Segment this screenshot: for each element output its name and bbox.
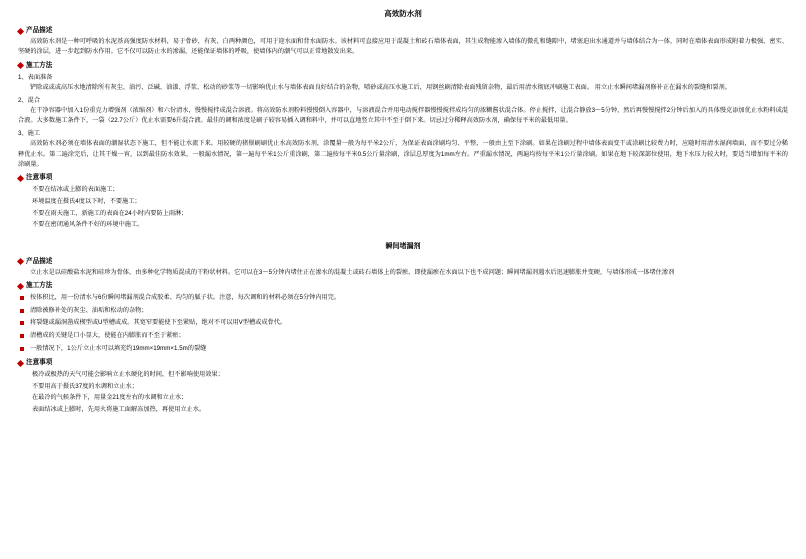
diamond-bullet-icon xyxy=(17,258,24,265)
section-heading-label: 产品描述 xyxy=(26,27,53,34)
paragraph: 立止水是以硅酸盐水泥和硅珍为骨体，由多种化学物质混成的干粉状材料。它可以在3～5分钟内堵住正在渗水的混凝土或砖石墙体上的裂瘀，即使漏瘀在水面以下也不成问题；瞬间堵漏剂遇水后迅速膨胀并变硬，与墙体形成一体堵住渗剂 xyxy=(30,268,675,276)
list-item: 不要在雨天施工，新施工的表面在24小时内要防上雨淋； xyxy=(32,209,188,217)
section-heading xyxy=(18,173,788,183)
square-bullet-icon xyxy=(20,347,24,351)
square-bullet-icon xyxy=(20,334,24,338)
notes-list xyxy=(18,369,788,415)
list-item xyxy=(18,317,788,330)
square-bullet-icon xyxy=(20,296,24,300)
section-heading-label: 注意事项 xyxy=(26,359,53,367)
list-item-label: 将裂缝或漏洞凿成楔型或U型槽或成。其宽窄要能使下至紧贴，绝对不可以用V型槽或成骨代。 xyxy=(30,319,287,327)
diamond-bullet-icon xyxy=(17,27,24,34)
list-item: 不要在结冰或上膨的表面施工； xyxy=(32,186,119,194)
list-item-label: 2、混合 xyxy=(18,96,41,104)
diamond-bullet-icon xyxy=(17,175,24,182)
section-product-description-2 xyxy=(18,257,788,278)
list-item: 表面结冰或上膨时，先用火将施工面解冻加热，再使用立止水。 xyxy=(32,406,206,413)
paragraph: 高效防水剂是一种可呼吸的水泥基高强度防水材料，易于骨砂，有灰、白两种颜色，可用于迎水面和背水面防水。该材料可直接应用于混凝土和砖石墙体表面，其生成物能渗入墙体的微孔和缝隙中，堵塞迫出水通道并与墙体结合为一体，同时在墙体表面形成附着力极强、密实、坚硬的涂层，进一步起到防水作用。它不仅可以防止水的渗漏，还能保证墙体的呼吸，使墙体内的潮气可以正常地散发出来。 xyxy=(18,38,788,56)
list-item-label: 一般情况下，1公斤立止水可以填充约19mm×19mm×1.5m的裂缝 xyxy=(30,344,207,352)
paragraph: 高效防水剂必须在墙体表面的潮湿状态下施工，但不能让水流下来。用较硬的猪鬃刷刷优止水高效防水剂，涂覆量一般为每平米2公斤，为保证表面涂刷均匀、平整，一般由上至下涂刷。如果在涂刷过程中墙体表面变干或涂刷比较费力时，应随时用清水湿润墙面，而不要过分稀释优止水。第二遍涂完后，让其干燥一宵，以到最佳防水效果，一般漏水情况，第一遍每平米1公斤重涂刷，第二遍按每平米0.5公斤量涂刷，涂层总厚度为1mm左右。严重漏水情况，两遍均按每平米1公斤量涂刷。如果在地下较深部位使用，地下水压力较大时，要适当增加每平米的涂刷量。 xyxy=(18,140,788,169)
list-item: 极冷或极热的天气可能会影响立止水硬化的时间，但不影响使用效果； xyxy=(32,371,224,379)
diamond-bullet-icon xyxy=(17,283,24,290)
section-title-secondary: 瞬间堵漏剂 xyxy=(385,242,421,250)
list-item-label: 清除被修补处的灰尘、油垢和松动的杂物； xyxy=(30,306,148,314)
section-heading-label: 施工方法 xyxy=(26,282,53,290)
list-item-label: 清槽成的关键是口小显大，使能在内膨胀而不至于紧瘀； xyxy=(30,332,185,340)
section-notes-1 xyxy=(18,173,788,230)
square-bullet-icon xyxy=(20,309,24,313)
list-item-label: 按体积比，用一份清水与6份瞬间堵漏剂混合成胶柔、均匀的腻子状。注意，每次调和的材料必须在5分钟内用完。 xyxy=(30,294,341,302)
page-title: 高效防水剂 xyxy=(384,9,422,18)
section-notes-2 xyxy=(18,358,788,415)
paragraph: 铲除或或或高压水地清除所有灰尘、油污、泛碱、油漆、浮浆、松动的砂浆等一切影响优止水与墙体表面良好结合的杂物，喷砂或高压水施工后，用钢丝刷清除表面残留杂物，最后用清水彻底冲刷施工表面。 用立止水瞬间堵漏剂修补正在漏水的裂缝和裂剂。 xyxy=(30,84,731,92)
section-construction-method-2 xyxy=(18,281,788,355)
paragraph: 在干净容器中加入1份重克力增强剂（浓缩剂）和六份清水，慢慢搅拌成混合溶液。将高效防水剂粉料慢慢倒入容器中，与溶液混合并用电动搅拌器慢慢搅拌成均匀的浓糊酱状混合体。停止搅拌，让混合静放3～5分钟，然后再慢慢搅拌2分钟后加入的具体慢克添加优止水粉料成混合液。大多数施工条件下，一袋（22.7公斤）优止水需要6升混合液。最佳的调和浓度是刷子较容易插入调和料中，并可以直地竖立其中不至于倒下来。切忌过分稀释高效防水剂，确保每平米的最低用量。 xyxy=(18,107,788,125)
section-heading xyxy=(18,61,788,71)
diamond-bullet-icon xyxy=(17,62,24,69)
diamond-bullet-icon xyxy=(17,360,24,367)
section-heading-label: 施工方法 xyxy=(26,61,53,69)
list-item xyxy=(18,330,788,343)
section-heading xyxy=(18,26,788,36)
section-product-description-1 xyxy=(18,26,788,58)
square-bullet-icon xyxy=(20,321,24,325)
section-construction-method-1 xyxy=(18,61,788,171)
list-item xyxy=(18,343,788,356)
list-item-label: 3、施工 xyxy=(18,129,41,137)
list-item xyxy=(18,305,788,318)
section-heading-label: 注意事项 xyxy=(26,174,53,182)
list-item-label: 1、表面准备 xyxy=(18,73,53,81)
section-heading xyxy=(18,358,788,368)
list-item: 环境温度在摄氏4度以下时，不要施工； xyxy=(32,198,141,206)
construction-steps-list xyxy=(18,292,788,355)
section-heading xyxy=(18,281,788,291)
list-item xyxy=(18,292,788,305)
list-item: 不要用高于摄氏37度的水调和立止水； xyxy=(32,382,138,390)
list-item: 不要在密闭通风条件不好的环境中施工。 xyxy=(32,221,144,229)
list-item: 在最冷的气候条件下，用量金21度左右的水调和立止水； xyxy=(32,394,188,402)
section-heading xyxy=(18,257,788,267)
section-heading-label: 产品描述 xyxy=(26,257,53,265)
notes-list xyxy=(18,184,788,230)
